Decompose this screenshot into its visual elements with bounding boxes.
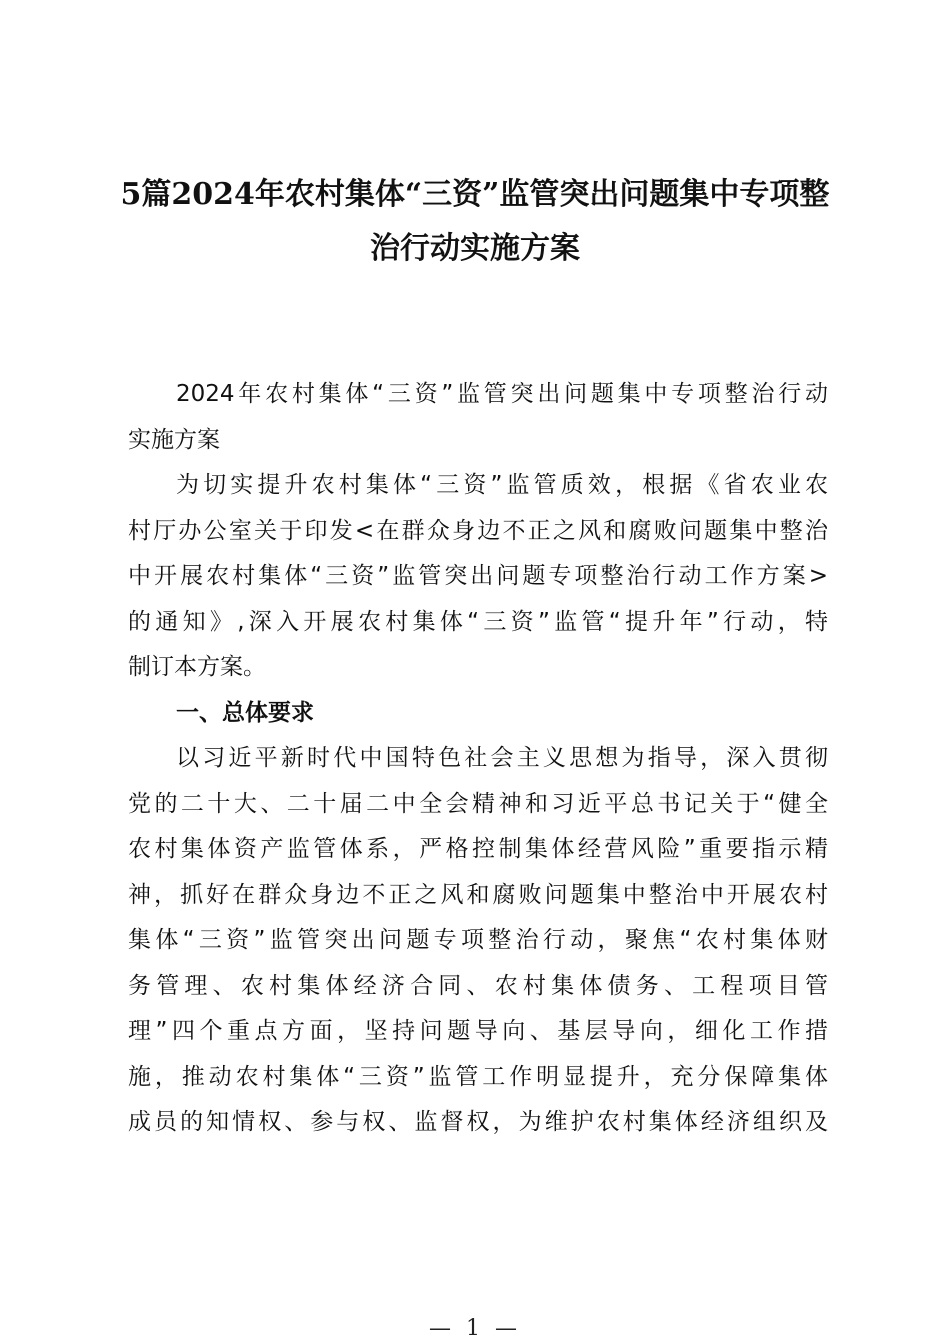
section-line: 党的二十大、二十届二中全会精神和习近平总书记关于“健全 — [128, 790, 828, 817]
section-line: 务管理、农村集体经济合同、农村集体债务、工程项目管 — [128, 972, 828, 999]
intro-line: 为切实提升农村集体“三资”监管质效，根据《省农业农 — [176, 472, 828, 498]
intro-line: 中开展农村集体“三资”监管突出问题专项整治行动工作方案> — [128, 563, 828, 589]
section-heading: 一、总体要求 — [176, 699, 314, 726]
section-line: 成员的知情权、参与权、监督权，为维护农村集体经济组织及 — [128, 1109, 828, 1135]
title-line: 5篇2024年农村集体“三资”监管突出问题集中专项整 — [120, 177, 830, 212]
intro-line: 制订本方案。 — [128, 654, 266, 680]
intro-line: 的通知》,深入开展农村集体“三资”监管“提升年”行动，特 — [128, 608, 828, 635]
section-line: 以习近平新时代中国特色社会主义思想为指导，深入贯彻 — [176, 745, 828, 771]
section-line: 农村集体资产监管体系，严格控制集体经营风险”重要指示精 — [128, 836, 828, 862]
section-line: 施，推动农村集体“三资”监管工作明显提升，充分保障集体 — [128, 1063, 828, 1090]
document-title — [120, 168, 830, 276]
section-line: 集体“三资”监管突出问题专项整治行动，聚焦“农村集体财 — [128, 927, 828, 953]
subtitle-line: 2024年农村集体“三资”监管突出问题集中专项整治行动 — [176, 381, 828, 407]
intro-line: 村厅办公室关于印发<在群众身边不正之风和腐败问题集中整治 — [128, 517, 828, 544]
section-line: 神，抓好在群众身边不正之风和腐败问题集中整治中开展农村 — [128, 881, 828, 908]
subtitle-line: 实施方案 — [128, 426, 220, 453]
title-line: 治行动实施方案 — [370, 231, 580, 266]
page-number: — 1 — — [429, 1316, 521, 1341]
document-body — [128, 372, 828, 1146]
section-line: 理”四个重点方面，坚持问题导向、基层导向，细化工作措 — [128, 1018, 828, 1044]
